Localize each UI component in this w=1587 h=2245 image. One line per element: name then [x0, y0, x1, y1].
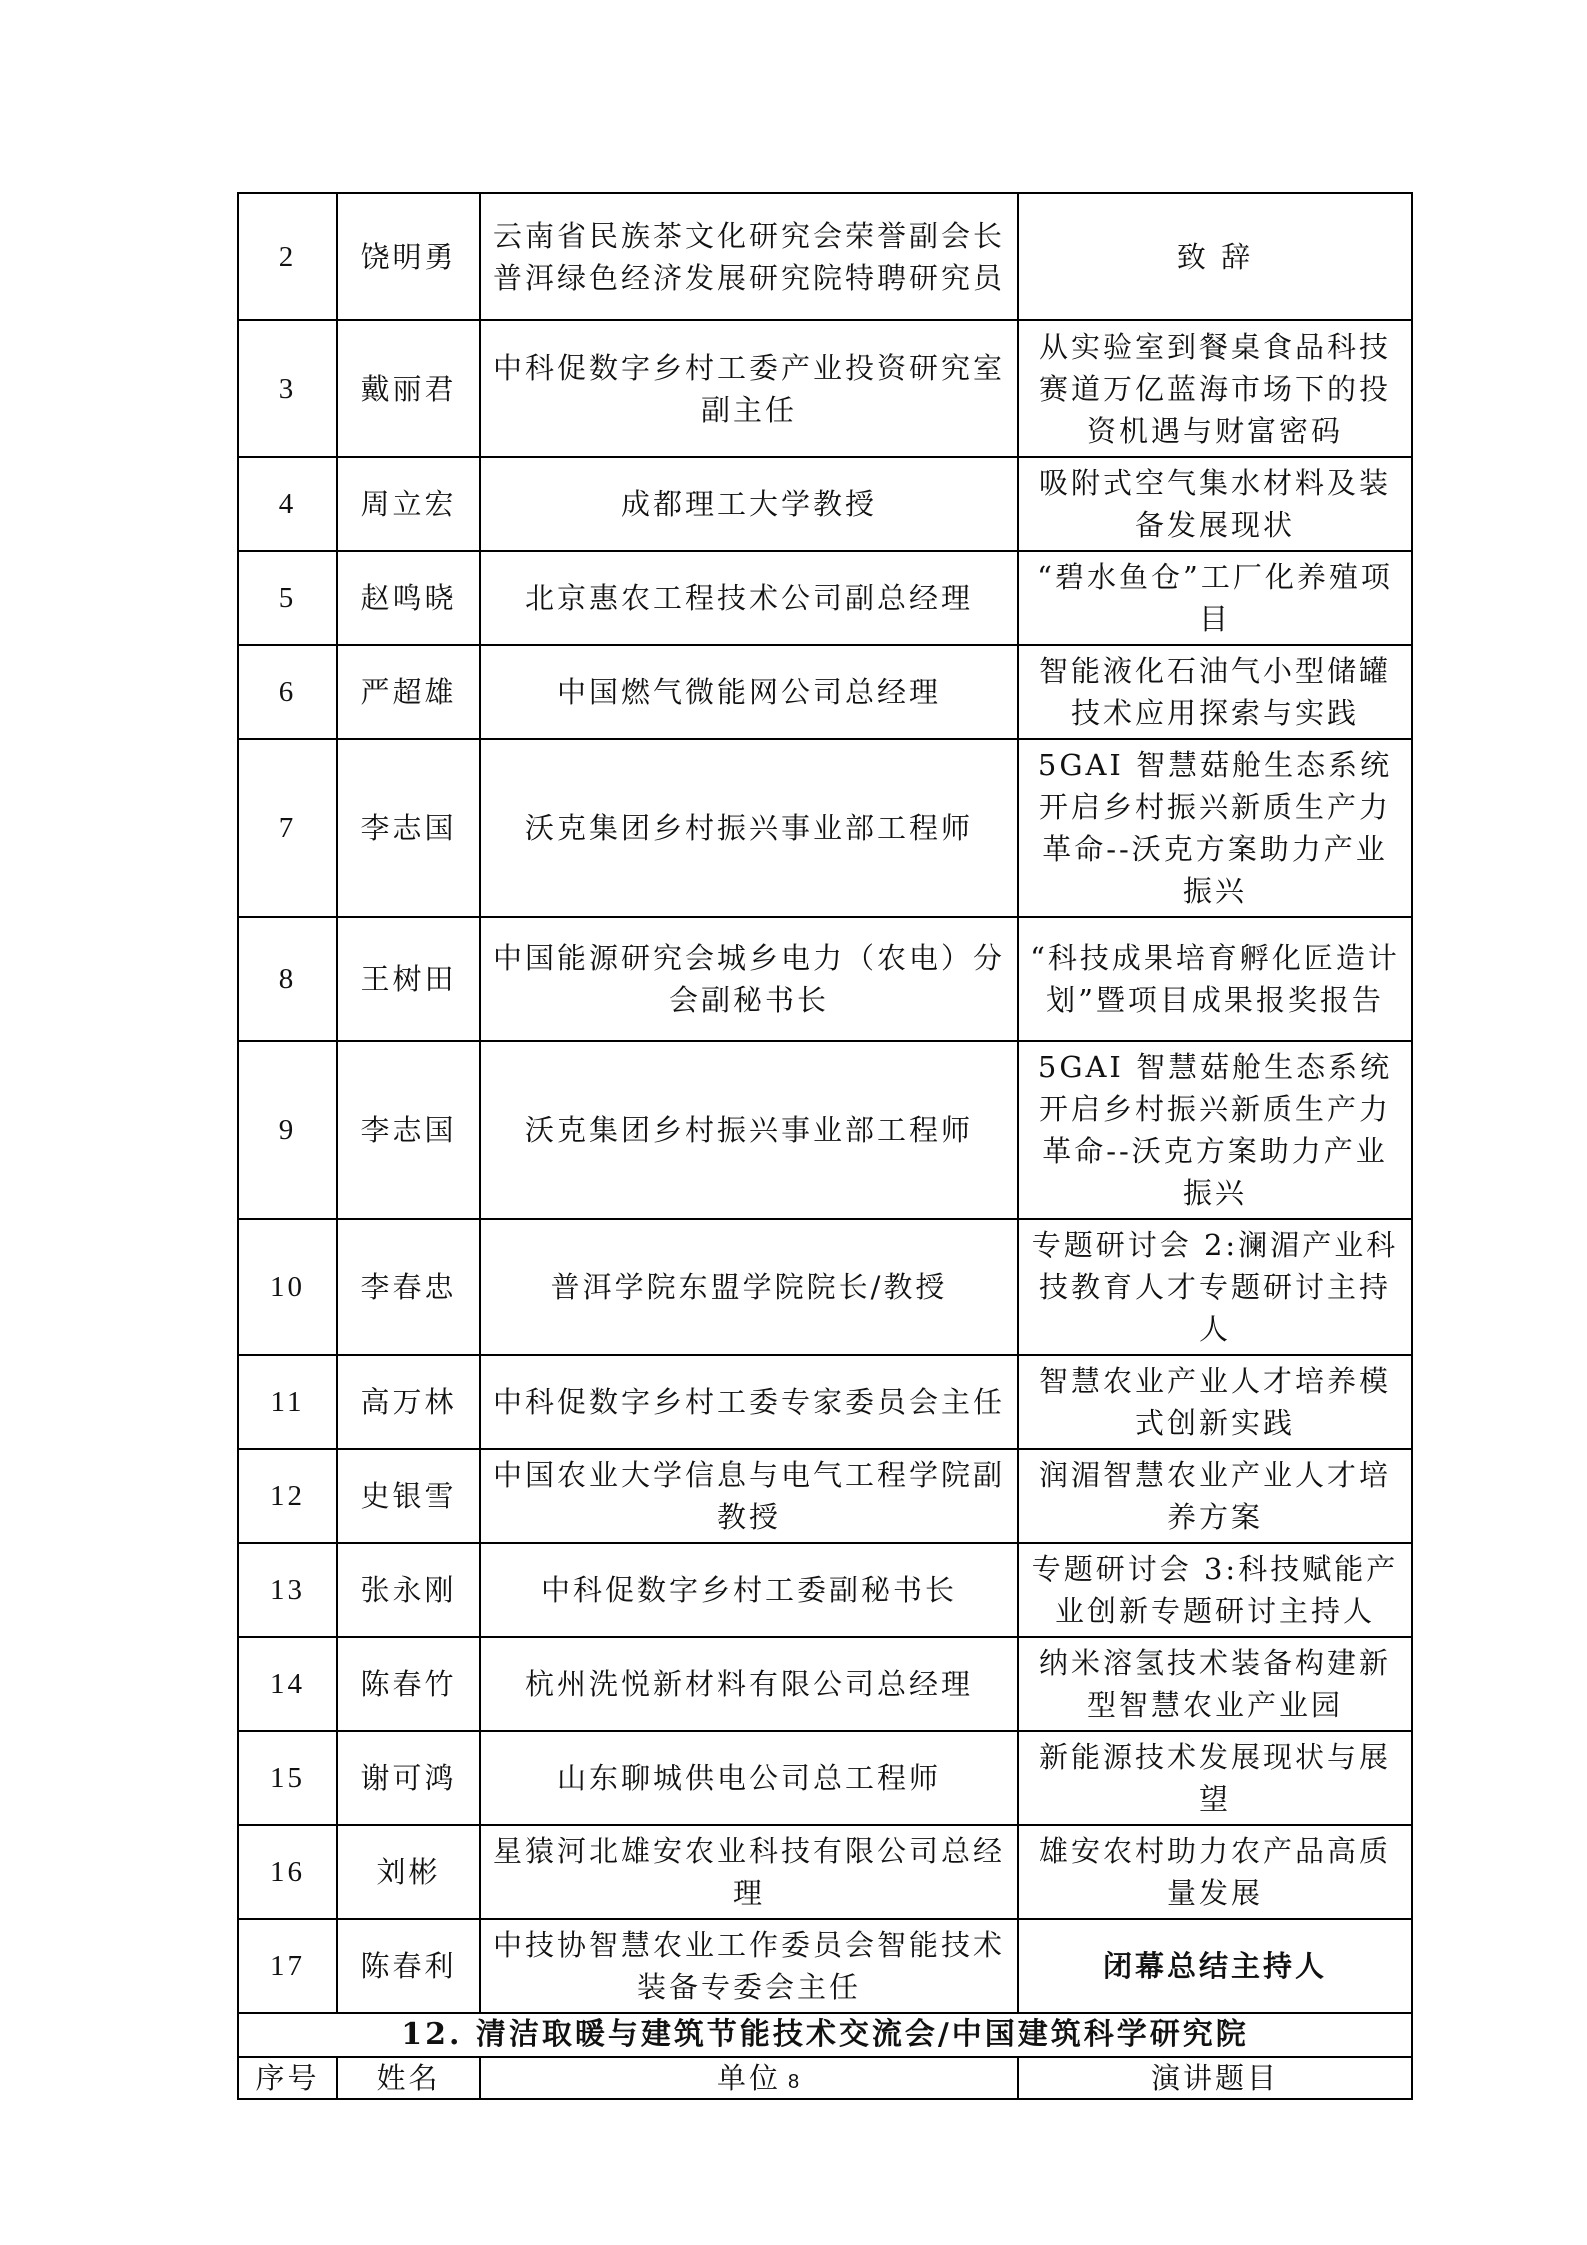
- row-number: 16: [238, 1825, 337, 1919]
- speaker-unit: 中科促数字乡村工委专家委员会主任: [480, 1355, 1018, 1449]
- speaker-unit: 云南省民族茶文化研究会荣誉副会长普洱绿色经济发展研究院特聘研究员: [480, 193, 1018, 320]
- table-row: [238, 193, 1412, 320]
- speech-topic: 5GAI 智慧菇舱生态系统开启乡村振兴新质生产力革命--沃克方案助力产业振兴: [1018, 739, 1412, 917]
- table-row: [238, 1449, 1412, 1543]
- table-row: [238, 1355, 1412, 1449]
- row-number: 2: [238, 193, 337, 320]
- speaker-name: 赵鸣晓: [337, 551, 480, 645]
- speaker-name: 李春忠: [337, 1219, 480, 1355]
- table-row: [238, 1219, 1412, 1355]
- speaker-unit: 中国燃气微能网公司总经理: [480, 645, 1018, 739]
- speaker-unit: 杭州洗悦新材料有限公司总经理: [480, 1637, 1018, 1731]
- section-title: 12. 清洁取暖与建筑节能技术交流会/中国建筑科学研究院: [238, 2013, 1412, 2057]
- speaker-unit: 北京惠农工程技术公司副总经理: [480, 551, 1018, 645]
- speech-topic: 从实验室到餐桌食品科技赛道万亿蓝海市场下的投资机遇与财富密码: [1018, 320, 1412, 457]
- row-number: 7: [238, 739, 337, 917]
- speaker-name: 谢可鸿: [337, 1731, 480, 1825]
- speaker-unit: 沃克集团乡村振兴事业部工程师: [480, 739, 1018, 917]
- header-name: 姓名: [337, 2057, 480, 2099]
- table-row: [238, 1731, 1412, 1825]
- speaker-name: 戴丽君: [337, 320, 480, 457]
- speaker-name: 陈春竹: [337, 1637, 480, 1731]
- speaker-name: 李志国: [337, 1041, 480, 1219]
- speech-topic: 新能源技术发展现状与展望: [1018, 1731, 1412, 1825]
- speaker-unit: 中科促数字乡村工委副秘书长: [480, 1543, 1018, 1637]
- speaker-schedule-table: [237, 192, 1413, 2100]
- speaker-unit: 星猿河北雄安农业科技有限公司总经理: [480, 1825, 1018, 1919]
- table-row: [238, 457, 1412, 551]
- speaker-unit: 沃克集团乡村振兴事业部工程师: [480, 1041, 1018, 1219]
- speaker-name: 史银雪: [337, 1449, 480, 1543]
- row-number: 15: [238, 1731, 337, 1825]
- table-row: [238, 1825, 1412, 1919]
- speaker-unit: 中技协智慧农业工作委员会智能技术装备专委会主任: [480, 1919, 1018, 2013]
- table-row: [238, 645, 1412, 739]
- page-number: 8: [787, 2071, 800, 2093]
- header-no: 序号: [238, 2057, 337, 2099]
- table-row: [238, 917, 1412, 1041]
- table-row: [238, 739, 1412, 917]
- speech-topic: “碧水鱼仓”工厂化养殖项目: [1018, 551, 1412, 645]
- speech-topic: 纳米溶氢技术装备构建新型智慧农业产业园: [1018, 1637, 1412, 1731]
- speaker-name: 张永刚: [337, 1543, 480, 1637]
- header-unit: 单位: [480, 2057, 1018, 2099]
- speech-topic: 润湄智慧农业产业人才培养方案: [1018, 1449, 1412, 1543]
- table-row: [238, 1041, 1412, 1219]
- speaker-rows: [238, 193, 1412, 2013]
- speech-topic: 专题研讨会 2:澜湄产业科技教育人才专题研讨主持人: [1018, 1219, 1412, 1355]
- table-row: [238, 1543, 1412, 1637]
- speech-topic: 雄安农村助力农产品高质量发展: [1018, 1825, 1412, 1919]
- row-number: 4: [238, 457, 337, 551]
- speech-topic: “科技成果培育孵化匠造计划”暨项目成果报奖报告: [1018, 917, 1412, 1041]
- row-number: 13: [238, 1543, 337, 1637]
- speaker-unit: 中国农业大学信息与电气工程学院副教授: [480, 1449, 1018, 1543]
- speaker-name: 李志国: [337, 739, 480, 917]
- speaker-name: 刘彬: [337, 1825, 480, 1919]
- speaker-unit: 普洱学院东盟学院院长/教授: [480, 1219, 1018, 1355]
- header-topic: 演讲题目: [1018, 2057, 1412, 2099]
- speaker-unit: 中科促数字乡村工委产业投资研究室副主任: [480, 320, 1018, 457]
- speech-topic: 吸附式空气集水材料及装备发展现状: [1018, 457, 1412, 551]
- speech-topic: 专题研讨会 3:科技赋能产业创新专题研讨主持人: [1018, 1543, 1412, 1637]
- table-row: [238, 551, 1412, 645]
- row-number: 11: [238, 1355, 337, 1449]
- speaker-name: 周立宏: [337, 457, 480, 551]
- speech-topic: 智能液化石油气小型储罐技术应用探索与实践: [1018, 645, 1412, 739]
- row-number: 17: [238, 1919, 337, 2013]
- speaker-name: 王树田: [337, 917, 480, 1041]
- speaker-unit: 山东聊城供电公司总工程师: [480, 1731, 1018, 1825]
- table-row: [238, 1919, 1412, 2013]
- speaker-name: 饶明勇: [337, 193, 480, 320]
- speaker-name: 严超雄: [337, 645, 480, 739]
- speech-topic: 闭幕总结主持人: [1018, 1919, 1412, 2013]
- speaker-name: 高万林: [337, 1355, 480, 1449]
- row-number: 14: [238, 1637, 337, 1731]
- row-number: 5: [238, 551, 337, 645]
- speech-topic: 致 辞: [1018, 193, 1412, 320]
- speech-topic: 智慧农业产业人才培养模式创新实践: [1018, 1355, 1412, 1449]
- row-number: 9: [238, 1041, 337, 1219]
- row-number: 3: [238, 320, 337, 457]
- speaker-name: 陈春利: [337, 1919, 480, 2013]
- row-number: 6: [238, 645, 337, 739]
- row-number: 12: [238, 1449, 337, 1543]
- speaker-unit: 中国能源研究会城乡电力（农电）分会副秘书长: [480, 917, 1018, 1041]
- row-number: 10: [238, 1219, 337, 1355]
- speech-topic: 5GAI 智慧菇舱生态系统开启乡村振兴新质生产力革命--沃克方案助力产业振兴: [1018, 1041, 1412, 1219]
- speaker-unit: 成都理工大学教授: [480, 457, 1018, 551]
- table-row: [238, 320, 1412, 457]
- section-title-row: [238, 2013, 1412, 2057]
- table-row: [238, 1637, 1412, 1731]
- row-number: 8: [238, 917, 337, 1041]
